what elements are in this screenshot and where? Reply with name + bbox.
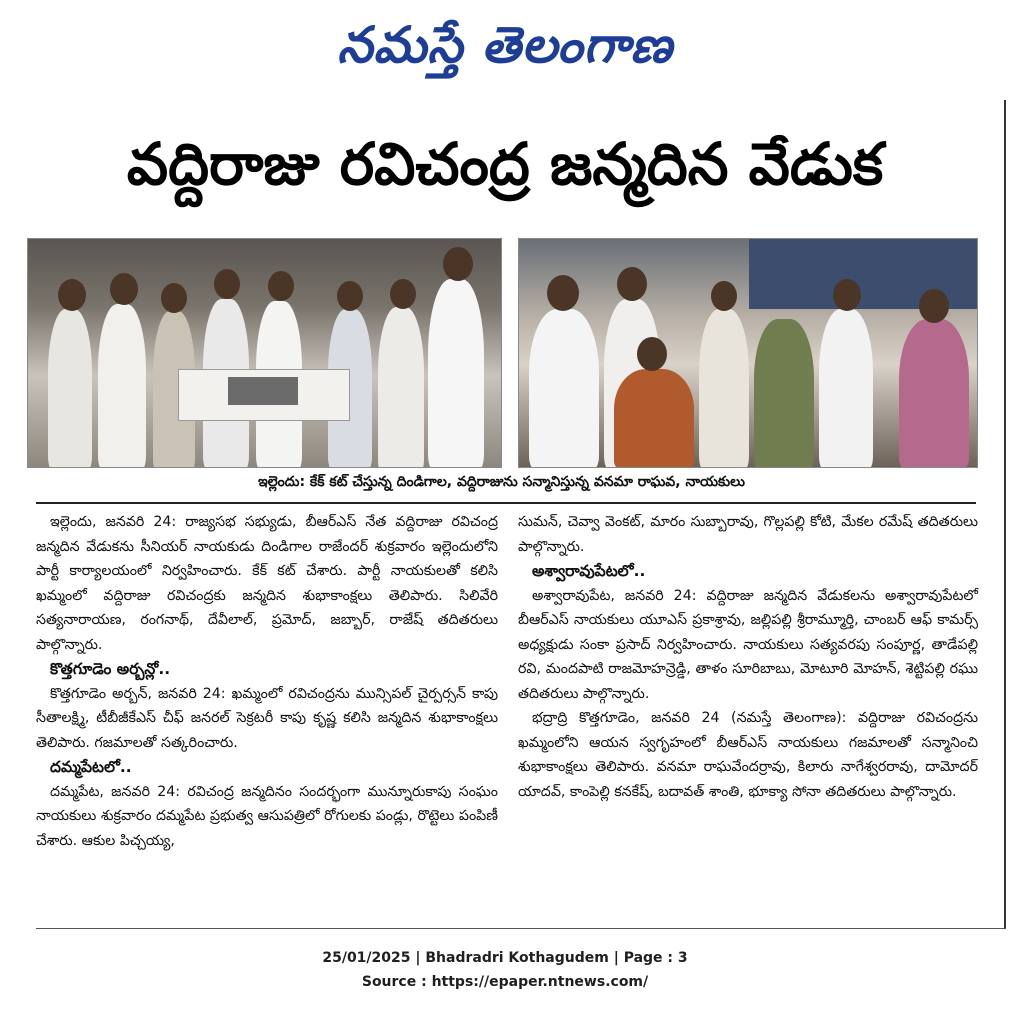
subheading-aswaraopeta: అశ్వారావుపేటలో.. xyxy=(532,562,646,580)
paragraph-dammapeta: దమ్మపేట, జనవరి 24: రవిచంద్ర జన్మదినం సందర్భంగా మున్నూరుకాపు సంఘం నాయకులు శుక్రవారం దమ్మపేట ప్రభుత్వ ఆసుపత్రిలో రోగులకు పండ్లు, రొట్టెలు పంపిణీ చేశారు. ఆకుల పిచ్చయ్య, xyxy=(36,783,498,849)
article-headline: వద్దిరాజు రవిచంద్ర జన్మదిన వేడుక xyxy=(126,130,884,198)
subheading-dammapeta: దమ్మపేటలో.. xyxy=(50,758,132,776)
column-rule-right xyxy=(1004,100,1006,928)
page-info: 25/01/2025 | Bhadradri Kothagudem | Page : 3 xyxy=(322,950,688,966)
paragraph-bhadradri: భద్రాద్రి కొత్తగూడెం, జనవరి 24 (నమస్తే తెలంగాణ): వద్దిరాజు రవిచంద్రను ఖమ్మంలోని ఆయన స్వగృహంలో బీఆర్ఎస్ నాయకులు గజమాలతో సన్మానించి శుభాకాంక్షలు తెలిపారు. వనమా రాఘవేందర్రావు, కిలారు నాగేశ్వరరావు, దామోదర్ యాదవ్, కాంపెల్లి కనకేష్, బదావత్ శాంతి, భూక్యా సోనా తదితరులు పాల్గొన్నారు. xyxy=(518,710,978,800)
photo-caption: ఇల్లెందు: కేక్ కట్ చేస్తున్న దిండిగాల, వద్దిరాజును సన్మానిస్తున్న వనమా రాఘవ, నాయకులు xyxy=(258,474,745,490)
paragraph-illendu: ఇల్లెందు, జనవరి 24: రాజ్యసభ సభ్యుడు, బీఆర్ఎస్ నేత వద్దిరాజు రవిచంద్ర జన్మదిన వేడుకను సీనియర్ నాయకుడు దిండిగాల రాజేందర్ శుక్రవారం ఇల్లెందులోని పార్టీ కార్యాలయంలో నిర్వహించారు. కేక్ కట్ చేశారు. పార్టీ నాయకులతో కలిసి ఖమ్మంలో వద్దిరాజు రవిచంద్రకు జన్మదిన శుభాకాంక్షలు తెలిపారు. సిలివేరి సత్యనారాయణ, రంగనాథ్, దేవీలాల్, ప్రమోద్, జబ్బార్, రాజేష్ తదితరులు పాల్గొన్నారు. xyxy=(36,514,498,653)
caption-divider xyxy=(36,502,976,504)
paragraph-kothagudem: కొత్తగూడెం అర్బన్, జనవరి 24: ఖమ్మంలో రవిచంద్రను మున్సిపల్ చైర్పర్సన్ కాపు సీతాలక్ష్మి, టీబీజీకేఎస్ చీఫ్ జనరల్ సెక్రటరీ కాపు కృష్ణ కలిసి జన్మదిన శుభాకాంక్షలు తెలిపారు. గజమాలతో సత్కరించారు. xyxy=(36,685,498,751)
masthead-logo: నమస్తే తెలంగాణ xyxy=(337,16,673,74)
photo-felicitation xyxy=(518,238,978,468)
paragraph-continued: సుమన్, చెవ్వా వెంకట్, మారం సుబ్బారావు, గొల్లపల్లి కోటి, మేకల రమేష్ తదితరులు పాల్గొన్నారు. xyxy=(518,514,978,555)
source-link[interactable]: Source : https://epaper.ntnews.com/ xyxy=(361,974,649,990)
photo-cake-cutting xyxy=(27,238,502,468)
page-bottom-rule xyxy=(36,928,1006,929)
subheading-kothagudem: కొత్తగూడెం అర్బన్లో.. xyxy=(50,660,171,678)
article-column-left xyxy=(36,510,498,853)
paragraph-aswaraopeta: అశ్వారావుపేట, జనవరి 24: వద్దిరాజు జన్మదిన వేడుకలను అశ్వారావుపేటలో బీఆర్ఎస్ నాయకులు యూఎస్ ప్రకాశ్రావు, జల్లిపల్లి శ్రీరామ్మూర్తి, చాంబర్ ఆఫ్ కామర్స్ అధ్యక్షుడు సంకా ప్రసాద్ నిర్వహించారు. నాయకులు సత్యవరపు సంపూర్ణ, తాడేపల్లి రవి, మందపాటి రాజమోహన్రెడ్డి, తాళం సూరిబాబు, మోటూరి మోహన్, శెట్టిపల్లి రఘు తదితరులు పాల్గొన్నారు. xyxy=(518,587,978,702)
article-column-right xyxy=(518,510,978,804)
